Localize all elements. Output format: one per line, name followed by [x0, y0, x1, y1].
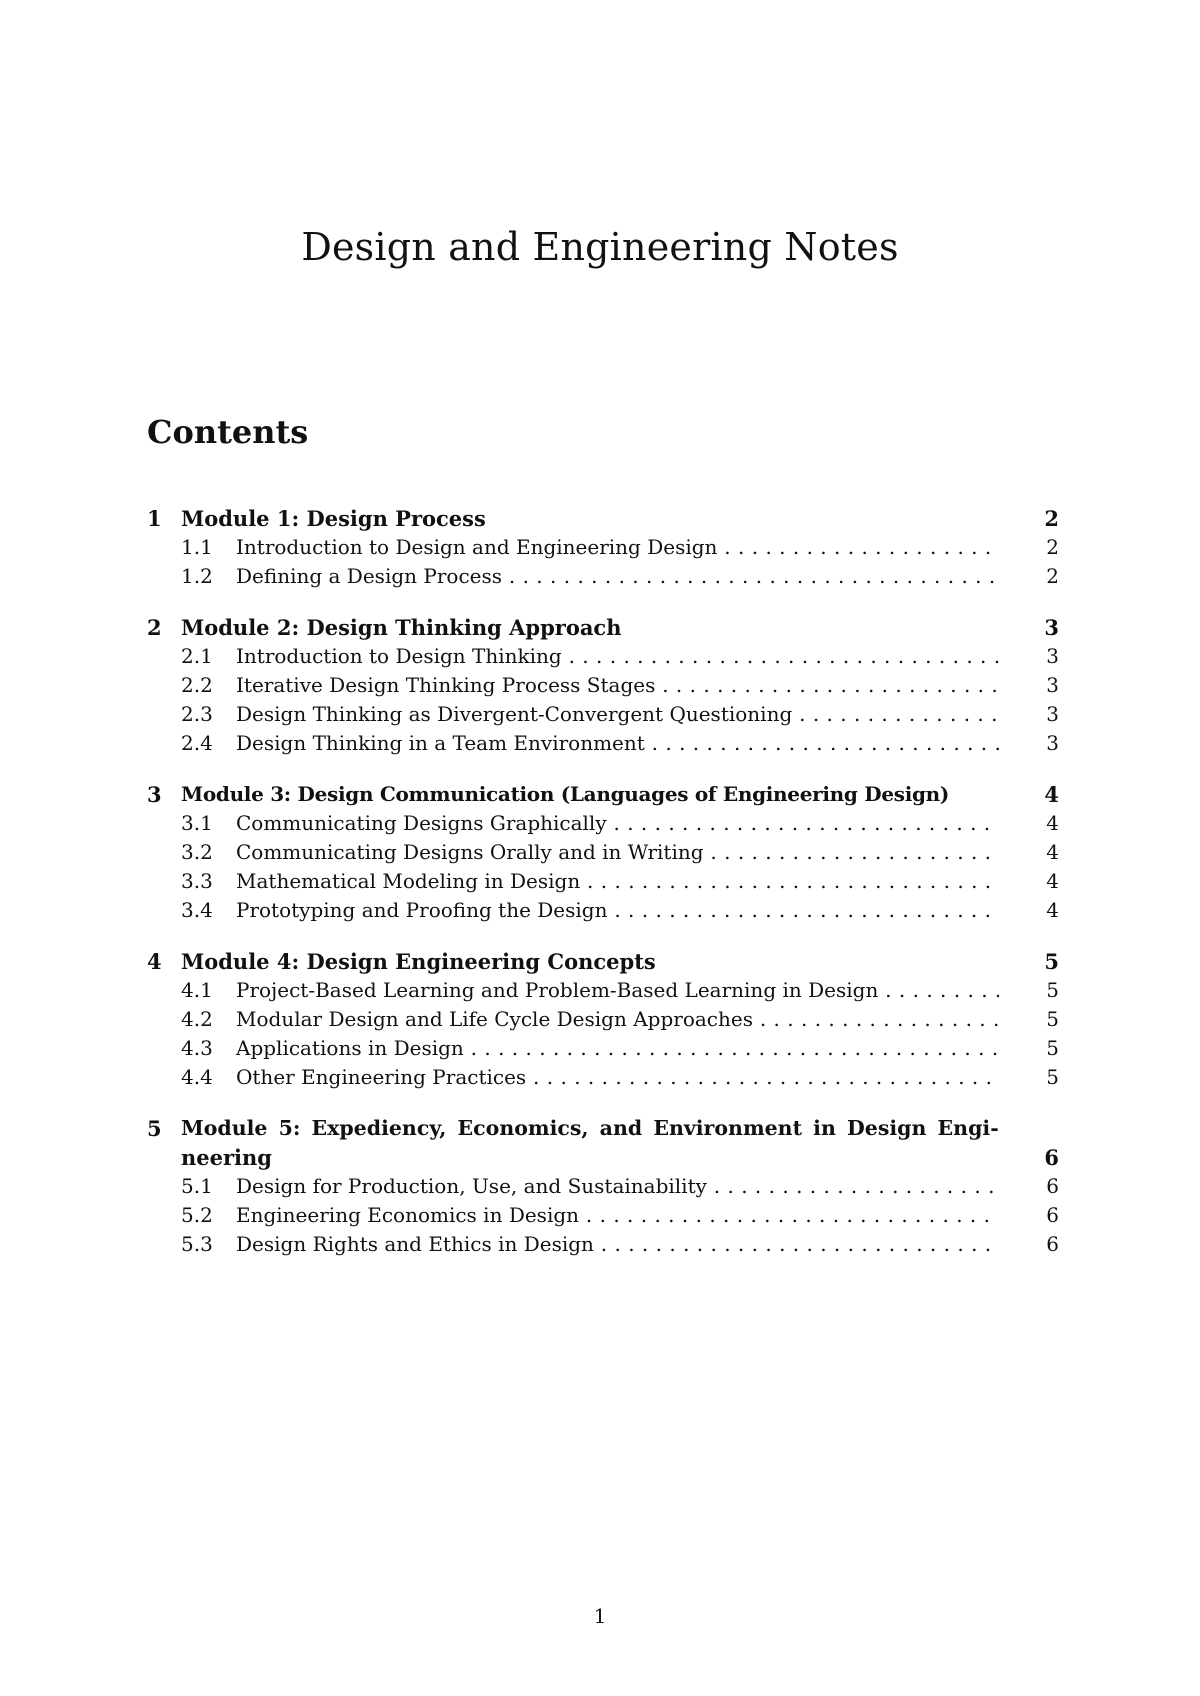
section-page: 2	[1044, 506, 1059, 531]
subsection-title: Mathematical Modeling in Design . . .	[236, 867, 999, 896]
subsection-title: Prototyping and Proofing the Design . . .	[236, 896, 999, 925]
toc-entry-5-3[interactable]	[147, 1230, 1059, 1259]
subsection-number: 1.1	[181, 535, 213, 559]
toc-entry-3-4[interactable]	[147, 896, 1059, 925]
toc-entry-5-2[interactable]	[147, 1201, 1059, 1230]
toc-entry-1-2[interactable]	[147, 562, 1059, 591]
subsection-title: Other Engineering Practices . . .	[236, 1063, 999, 1092]
section-number: 4	[147, 949, 162, 974]
subsection-title: Applications in Design . . .	[236, 1034, 999, 1063]
toc-entry-4-2[interactable]	[147, 1005, 1059, 1034]
subsection-number: 2.4	[181, 731, 213, 755]
toc-entry-4-3[interactable]	[147, 1034, 1059, 1063]
toc-entry-4-4[interactable]	[147, 1063, 1059, 1092]
subsection-title: Communicating Designs Orally and in Writing . . .	[236, 838, 999, 867]
subsection-page: 3	[1046, 702, 1059, 726]
subsection-page: 2	[1046, 564, 1059, 588]
toc-entry-module-1[interactable]	[147, 504, 1059, 533]
subsection-page: 4	[1046, 811, 1059, 835]
subsection-page: 2	[1046, 535, 1059, 559]
subsection-page: 6	[1046, 1203, 1059, 1227]
subsection-page: 4	[1046, 898, 1059, 922]
toc-section-3	[147, 780, 1059, 925]
subsection-number: 3.2	[181, 840, 213, 864]
toc-entry-module-2[interactable]	[147, 613, 1059, 642]
subsection-title: Design Rights and Ethics in Design . . .	[236, 1230, 999, 1259]
subsection-page: 3	[1046, 644, 1059, 668]
subsection-title: Communicating Designs Graphically . . .	[236, 809, 999, 838]
section-title: Module 1: Design Process	[181, 506, 486, 531]
page-number: 1	[593, 1604, 607, 1628]
subsection-number: 5.3	[181, 1232, 213, 1256]
subsection-number: 3.3	[181, 869, 213, 893]
subsection-title: Project-Based Learning and Problem-Based Learning in Design . . .	[236, 976, 999, 1005]
document-title: Design and Engineering Notes	[301, 225, 899, 269]
subsection-title: Design for Production, Use, and Sustainability . . .	[236, 1172, 999, 1201]
toc-section-1	[147, 504, 1059, 591]
subsection-page: 6	[1046, 1174, 1059, 1198]
toc-entry-2-2[interactable]	[147, 671, 1059, 700]
subsection-title: Iterative Design Thinking Process Stages . . .	[236, 671, 999, 700]
subsection-title: Design Thinking in a Team Environment . . .	[236, 729, 999, 758]
toc-entry-2-4[interactable]	[147, 729, 1059, 758]
toc-entry-module-4[interactable]	[147, 947, 1059, 976]
section-title: Module 2: Design Thinking Approach	[181, 615, 622, 640]
section-page: 4	[1044, 782, 1059, 807]
toc-entry-3-2[interactable]	[147, 838, 1059, 867]
toc-entry-module-5-line1[interactable]	[147, 1114, 1059, 1143]
section-page: 5	[1044, 949, 1059, 974]
subsection-page: 5	[1046, 1036, 1059, 1060]
contents-heading: Contents	[147, 413, 309, 451]
subsection-title: Engineering Economics in Design . . .	[236, 1201, 999, 1230]
subsection-number: 4.2	[181, 1007, 213, 1031]
subsection-page: 4	[1046, 840, 1059, 864]
subsection-page: 5	[1046, 1065, 1059, 1089]
subsection-page: 3	[1046, 731, 1059, 755]
subsection-page: 6	[1046, 1232, 1059, 1256]
subsection-number: 4.3	[181, 1036, 213, 1060]
subsection-number: 2.1	[181, 644, 213, 668]
toc-section-5	[147, 1114, 1059, 1259]
subsection-number: 3.4	[181, 898, 213, 922]
subsection-title: Introduction to Design Thinking . . .	[236, 642, 999, 671]
toc-entry-1-1[interactable]	[147, 533, 1059, 562]
subsection-page: 5	[1046, 978, 1059, 1002]
table-of-contents	[147, 504, 1059, 1281]
section-number: 5	[147, 1116, 162, 1141]
subsection-page: 4	[1046, 869, 1059, 893]
section-page: 6	[1044, 1145, 1059, 1170]
toc-entry-module-3[interactable]	[147, 780, 1059, 809]
toc-entry-2-1[interactable]	[147, 642, 1059, 671]
toc-entry-3-1[interactable]	[147, 809, 1059, 838]
section-title-line2: neering	[181, 1145, 272, 1170]
subsection-number: 5.1	[181, 1174, 213, 1198]
section-title: Module 3: Design Communication (Languages of Engineering Design)	[181, 782, 950, 806]
subsection-number: 5.2	[181, 1203, 213, 1227]
subsection-title: Introduction to Design and Engineering Design . . .	[236, 533, 999, 562]
subsection-page: 5	[1046, 1007, 1059, 1031]
subsection-number: 3.1	[181, 811, 213, 835]
section-number: 3	[147, 782, 162, 807]
toc-entry-5-1[interactable]	[147, 1172, 1059, 1201]
subsection-title: Modular Design and Life Cycle Design Approaches . . .	[236, 1005, 999, 1034]
section-page: 3	[1044, 615, 1059, 640]
subsection-page: 3	[1046, 673, 1059, 697]
section-title: Module 4: Design Engineering Concepts	[181, 949, 656, 974]
toc-section-2	[147, 613, 1059, 758]
subsection-number: 4.1	[181, 978, 213, 1002]
toc-entry-4-1[interactable]	[147, 976, 1059, 1005]
section-title-line1: Module 5: Expediency, Economics, and Environment in Design Engi-	[181, 1116, 999, 1140]
subsection-number: 2.3	[181, 702, 213, 726]
subsection-number: 1.2	[181, 564, 213, 588]
toc-entry-3-3[interactable]	[147, 867, 1059, 896]
section-number: 1	[147, 506, 162, 531]
toc-section-4	[147, 947, 1059, 1092]
toc-entry-module-5-line2[interactable]	[147, 1143, 1059, 1172]
section-number: 2	[147, 615, 162, 640]
subsection-title: Design Thinking as Divergent-Convergent Questioning . . .	[236, 700, 999, 729]
subsection-title: Defining a Design Process . . .	[236, 562, 999, 591]
subsection-number: 4.4	[181, 1065, 213, 1089]
toc-entry-2-3[interactable]	[147, 700, 1059, 729]
subsection-number: 2.2	[181, 673, 213, 697]
